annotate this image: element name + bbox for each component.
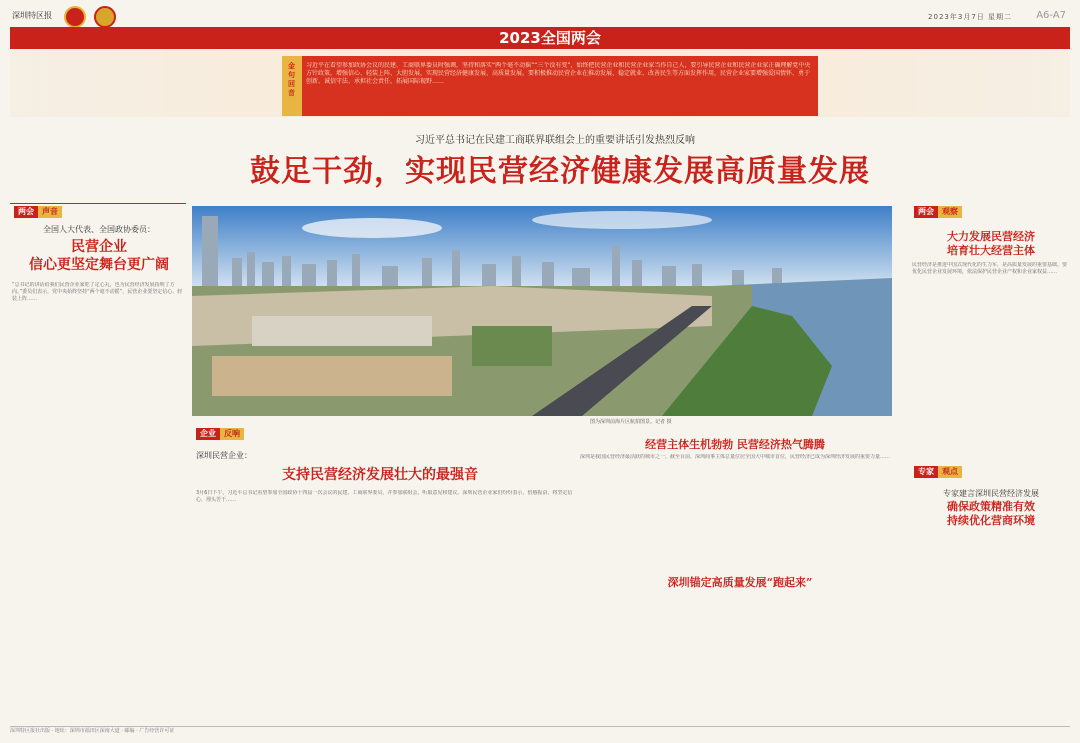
middle-body: 3月6日下午，习近平总书记看望参加全国政协十四届一次会议的民建、工商联界委员，并参加联组会，听取意见和建议。深圳民营企业家们纷纷表示，倍感振奋，将坚定信心，埋头苦干……	[196, 490, 573, 503]
lead-kicker: 习近平总书记在民建工商联界联组会上的重要讲话引发热烈反响	[415, 135, 695, 146]
right-subhead-2: 专家建言深圳民营经济发展	[943, 489, 1039, 498]
center-body: 深圳是我国民营经济最活跃的城市之一。截至目前，深圳商事主体总量位居全国大中城市首位，民营经济已成为深圳经济发展的重要力量……	[580, 454, 891, 460]
left-subhead: 全国人大代表、全国政协委员：	[43, 225, 155, 234]
center-title-2: 深圳锚定高质量发展“跑起来”	[667, 576, 813, 589]
right-title-2: 确保政策精准有效 持续优化营商环境	[947, 500, 1035, 527]
page-footer: 深圳特区报社出版 · 地址：深圳市福田区深南大道 · 邮编 · 广告经营许可证	[10, 726, 1070, 739]
right-title: 大力发展民营经济 培育壮大经营主体	[947, 230, 1035, 257]
left-section-tag	[14, 206, 62, 218]
photo-caption: 图为深圳前海片区航拍图景。记者 摄	[590, 419, 672, 425]
city-aerial-photo	[192, 206, 892, 416]
left-tag-secondary: 声音	[38, 206, 62, 218]
right-tag-secondary: 观察	[938, 206, 962, 218]
middle-subhead: 深圳民营企业：	[196, 451, 252, 460]
masthead	[8, 6, 1072, 26]
page-number: A6-A7	[1036, 10, 1066, 21]
left-title: 民营企业 信心更坚定舞台更广阔	[29, 239, 169, 273]
middle-tag-primary: 企业	[196, 428, 220, 440]
right-expert-tag-secondary: 观点	[938, 466, 962, 478]
quote-text: 习近平在看望参加政协会议的民建、工商联界委员时强调，坚持和落实“两个毫不动摇”“三个没有变”，始终把民营企业和民营企业家当作自己人，要引导民营企业和民营企业家正确理解党中央方针政策，增强信心、轻装上阵、大胆发展，实现民营经济健康发展、高质量发展。要积极推动民营企业在推动发展、稳定就业、改善民生等方面发挥作用，民营企业家要增强爱国情怀、勇于创新、诚信守法、承担社会责任、拓展国际视野……	[306, 62, 811, 85]
section-banner	[10, 27, 1070, 49]
party-emblem-icon	[64, 6, 86, 28]
right-expert-tag	[914, 466, 962, 478]
right-body: 民营经济是推进中国式现代化的生力军，是高质量发展的重要基础。要优化民营企业发展环境，依法保护民营企业产权和企业家权益……	[912, 262, 1068, 275]
issue-date: 2023年3月7日 星期二	[928, 13, 1012, 21]
quote-badge	[282, 56, 302, 116]
middle-title: 支持民营经济发展壮大的最强音	[282, 467, 478, 483]
middle-tag-secondary: 反响	[220, 428, 244, 440]
paper-name: 深圳特区报	[12, 11, 52, 20]
banner-title: 2023全国两会	[499, 29, 601, 47]
left-rule	[10, 203, 186, 204]
left-tag-primary: 两会	[14, 206, 38, 218]
left-body: “总书记的讲话给我们民营企业家吃了定心丸，也为民营经济发展指明了方向。”委员们表示，党中央始终坚持“两个毫不动摇”，民营企业要坚定信心、轻装上阵……	[12, 282, 183, 302]
national-emblem-icon	[94, 6, 116, 28]
right-tag-primary: 两会	[914, 206, 938, 218]
middle-section-tag	[196, 428, 244, 440]
lead-headline: 鼓足干劲，实现民营经济健康发展高质量发展	[250, 154, 870, 189]
right-section-tag	[914, 206, 962, 218]
center-title: 经营主体生机勃勃 民营经济热气腾腾	[645, 438, 825, 451]
right-expert-tag-primary: 专家	[914, 466, 938, 478]
quote-badge-label: 金句回音	[288, 62, 295, 97]
